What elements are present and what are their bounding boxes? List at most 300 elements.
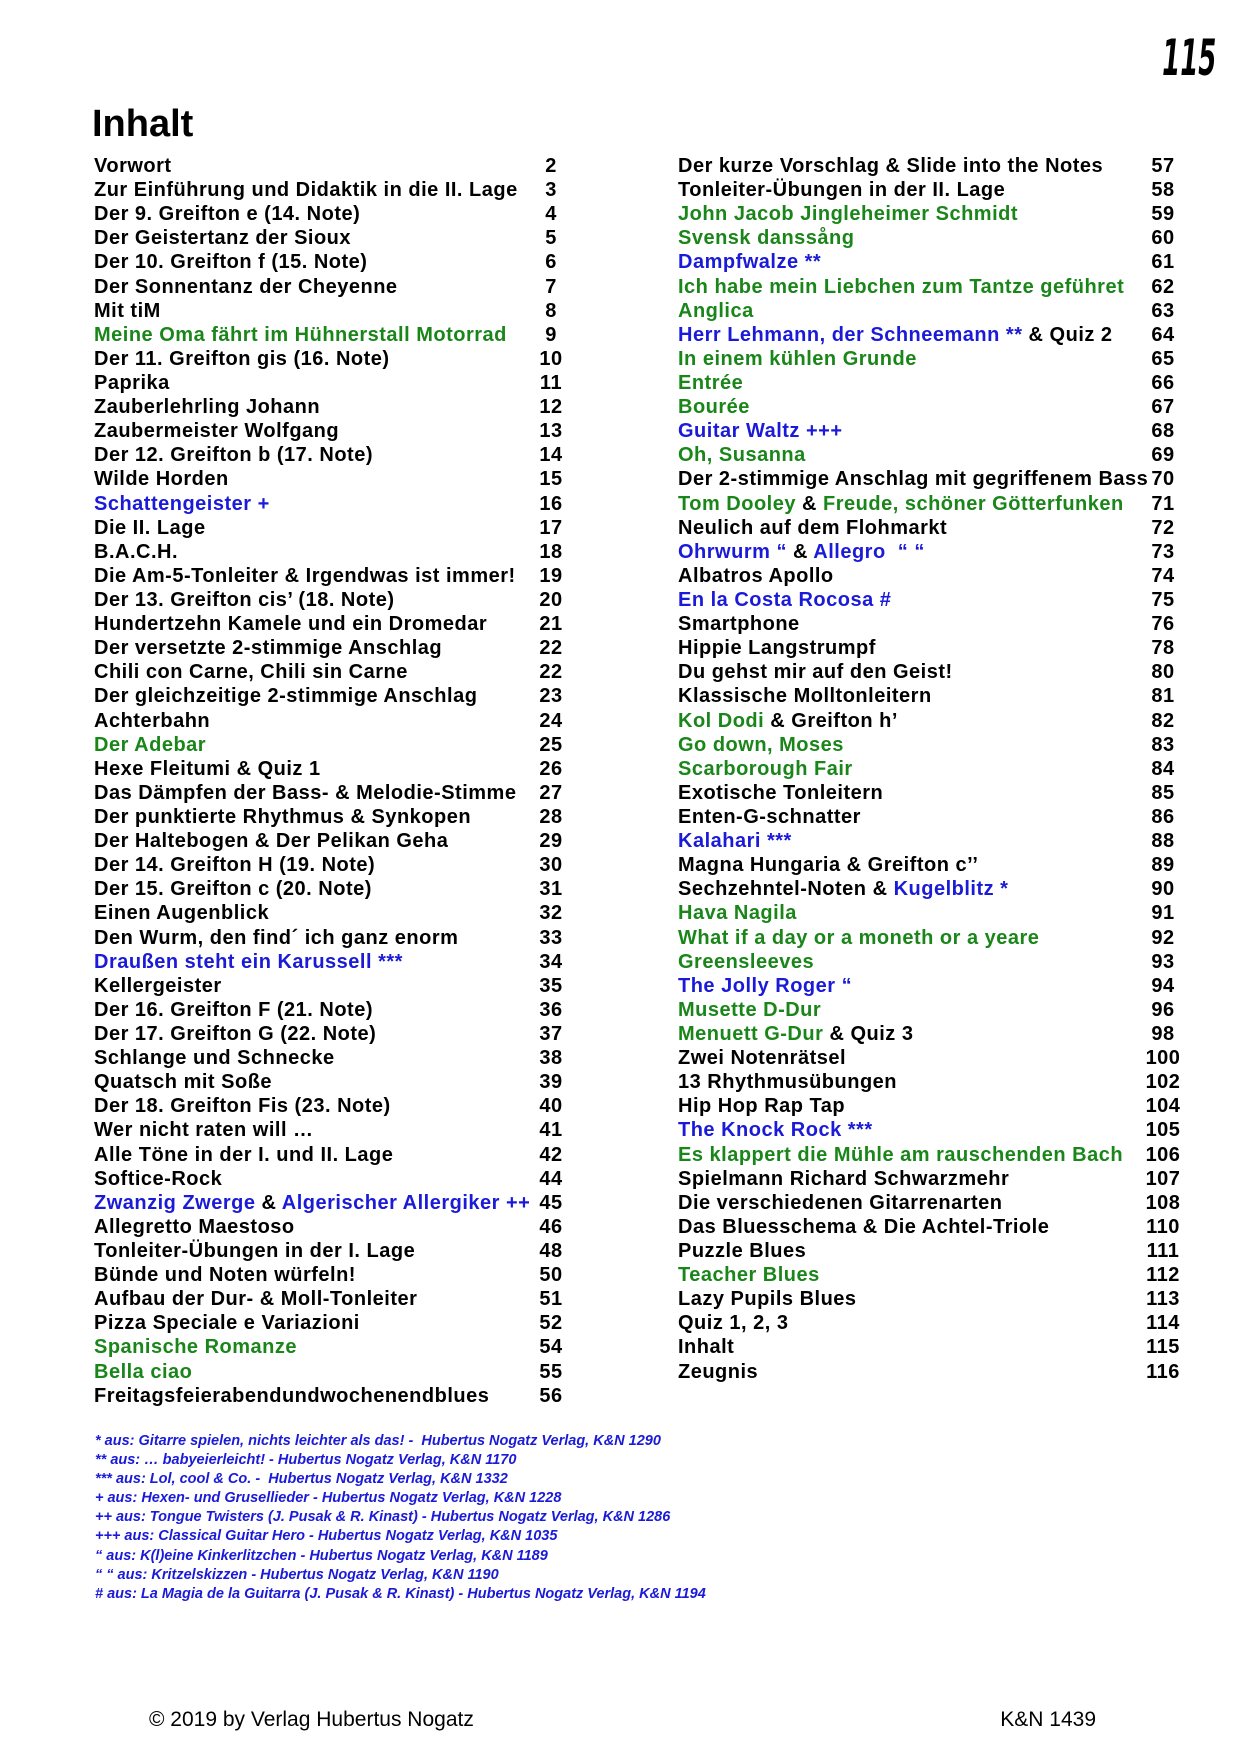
toc-entry-title	[678, 1095, 845, 1117]
toc-entry	[678, 974, 1198, 998]
toc-entry-page-number: 39	[539, 1071, 563, 1094]
toc-entry-title	[678, 999, 821, 1021]
toc-entry-title	[94, 1312, 360, 1334]
toc-entry	[94, 1360, 574, 1384]
toc-entry-title	[678, 1192, 1003, 1214]
toc-entry	[678, 419, 1198, 443]
toc-entry-title-part: B.A.C.H.	[94, 540, 178, 563]
toc-entry-page-number: 20	[539, 588, 563, 611]
toc-entry-title-part: Entrée	[678, 371, 744, 394]
toc-entry-title-part: Alle Töne in der I. und II. Lage	[94, 1143, 394, 1166]
toc-entry-title-part: & Quiz 2	[1022, 323, 1113, 346]
toc-entry-page-number: 22	[539, 637, 563, 660]
toc-entry-page-number: 56	[539, 1384, 563, 1407]
toc-entry	[678, 154, 1198, 178]
toc-entry-page-number: 8	[545, 299, 557, 322]
toc-entry	[94, 1239, 574, 1263]
toc-entry-page-number: 40	[539, 1095, 563, 1118]
toc-entry	[678, 275, 1198, 299]
toc-entry-title	[94, 1144, 393, 1166]
toc-entry	[678, 1311, 1198, 1335]
toc-entry-title	[94, 372, 170, 394]
toc-entry-page-number: 14	[539, 444, 563, 467]
toc-entry-title	[94, 1071, 272, 1093]
toc-entry-title	[94, 565, 516, 587]
toc-entry-page-number: 83	[1151, 733, 1175, 756]
toc-entry	[678, 347, 1198, 371]
toc-entry-title-part: Bella ciao	[94, 1360, 193, 1383]
toc-entry-title	[678, 1144, 1123, 1166]
toc-entry-page-number: 65	[1151, 347, 1175, 370]
toc-entry	[94, 709, 574, 733]
toc-entry-page-number: 93	[1151, 950, 1175, 973]
toc-entry-title	[94, 348, 390, 370]
toc-entry	[94, 877, 574, 901]
toc-entry-title-part: Schattengeister +	[94, 492, 270, 515]
toc-entry-title	[94, 878, 372, 900]
toc-entry-page-number: 85	[1151, 781, 1175, 804]
toc-entry-page-number: 64	[1151, 323, 1175, 346]
toc-entry	[94, 1263, 574, 1287]
toc-entry	[94, 974, 574, 998]
toc-entry-title-part: Puzzle Blues	[678, 1239, 807, 1262]
toc-entry	[678, 998, 1198, 1022]
toc-entry-title	[678, 1288, 857, 1310]
toc-entry-title-part: Zwei Notenrätsel	[678, 1047, 847, 1070]
toc-entry-page-number: 88	[1151, 830, 1175, 853]
toc-entry-title	[678, 179, 1005, 201]
toc-entry-page-number: 31	[539, 878, 563, 901]
toc-entry-page-number: 24	[539, 709, 563, 732]
toc-entry	[678, 178, 1198, 202]
toc-entry-title-part: Guitar Waltz +++	[678, 420, 843, 443]
toc-entry-title-part: Paprika	[94, 371, 170, 394]
toc-entry	[678, 1070, 1198, 1094]
toc-entry-title-part: Aufbau der Dur- & Moll-Tonleiter	[94, 1288, 418, 1311]
toc-entry-page-number: 102	[1145, 1071, 1181, 1094]
toc-entry-title	[94, 975, 222, 997]
toc-entry-title-part: Der 13. Greifton cis’ (18. Note)	[94, 588, 395, 611]
toc-entry-title-part: Herr Lehmann, der Schneemann **	[678, 323, 1023, 346]
toc-entry-title-part: Hip Hop Rap Tap	[678, 1095, 846, 1118]
toc-entry	[94, 154, 574, 178]
toc-entry-title-part: Dampfwalze **	[678, 251, 822, 274]
toc-entry-title	[678, 782, 883, 804]
toc-entry-page-number: 98	[1151, 1022, 1175, 1045]
toc-entry	[678, 1094, 1198, 1118]
toc-entry-title-part: Klassische Molltonleitern	[678, 685, 932, 708]
toc-entry	[678, 684, 1198, 708]
toc-entry-title	[94, 1216, 295, 1238]
toc-entry-title	[678, 661, 953, 683]
toc-entry	[94, 299, 574, 323]
toc-entry-title-part: Der 9. Greifton e (14. Note)	[94, 203, 361, 226]
toc-entry-page-number: 2	[545, 155, 557, 177]
toc-entry	[94, 1311, 574, 1335]
toc-entry-title-part: Spanische Romanze	[94, 1336, 298, 1359]
toc-entry-title-part: &	[255, 1191, 282, 1214]
toc-entry-title-part: Allegro “ “	[813, 540, 925, 563]
toc-entry-page-number: 22	[539, 661, 563, 684]
toc-entry-title-part: Pizza Speciale e Variazioni	[94, 1312, 360, 1335]
toc-entry-title-part: Zaubermeister Wolfgang	[94, 420, 340, 443]
toc-entry-title-part: Bourée	[678, 396, 750, 419]
toc-entry-title-part: Draußen steht ein Karussell ***	[94, 950, 403, 973]
toc-entry-title-part: Hippie Langstrumpf	[678, 637, 876, 660]
toc-entry-title-part: Der 2-stimmige Anschlag mit gegriffenem Bass	[678, 468, 1149, 491]
toc-entry-title	[678, 1361, 758, 1383]
toc-entry-title	[678, 1047, 846, 1069]
toc-entry	[678, 1118, 1198, 1142]
toc-entry	[678, 1191, 1198, 1215]
toc-entry-page-number: 91	[1151, 902, 1175, 925]
toc-entry	[678, 926, 1198, 950]
toc-entry	[94, 950, 574, 974]
toc-entry	[94, 275, 574, 299]
toc-entry	[678, 250, 1198, 274]
toc-entry-page-number: 26	[539, 757, 563, 780]
toc-entry-page-number: 5	[545, 227, 557, 250]
toc-entry-page-number: 29	[539, 830, 563, 853]
toc-entry	[678, 226, 1198, 250]
toc-entry-page-number: 58	[1151, 179, 1175, 202]
toc-entry-page-number: 82	[1151, 709, 1175, 732]
toc-entry	[94, 419, 574, 443]
toc-entry-page-number: 23	[539, 685, 563, 708]
toc-entry-page-number: 78	[1151, 637, 1175, 660]
toc-entry	[678, 443, 1198, 467]
toc-entry-title	[678, 372, 743, 394]
toc-entry-title	[94, 276, 398, 298]
toc-entry	[678, 877, 1198, 901]
toc-entry	[94, 636, 574, 660]
toc-entry-title-part: Kugelblitz *	[893, 878, 1009, 901]
toc-entry-title-part: Chili con Carne, Chili sin Carne	[94, 661, 408, 684]
toc-entry-title	[94, 541, 178, 563]
toc-entry-page-number: 57	[1151, 155, 1175, 177]
toc-entry-title-part: Kalahari ***	[678, 830, 792, 853]
toc-entry-title	[678, 565, 834, 587]
toc-entry	[94, 178, 574, 202]
toc-entry-title-part: What if a day or a moneth or a yeare	[678, 926, 1040, 949]
toc-entry-title	[678, 1216, 1049, 1238]
toc-entry-title-part: Bünde und Noten würfeln!	[94, 1264, 356, 1287]
toc-entry-title-part: Allegretto Maestoso	[94, 1215, 295, 1238]
toc-entry-title-part: Albatros Apollo	[678, 564, 834, 587]
toc-entry-page-number: 75	[1151, 588, 1175, 611]
toc-entry-page-number: 115	[1146, 1336, 1180, 1359]
toc-entry	[94, 1384, 574, 1408]
toc-entry-title	[94, 493, 270, 515]
toc-entry-title-part: Spielmann Richard Schwarzmehr	[678, 1167, 1010, 1190]
toc-entry-title-part: Musette D-Dur	[678, 998, 822, 1021]
toc-entry-title	[94, 710, 210, 732]
toc-entry	[94, 1070, 574, 1094]
toc-entry	[678, 299, 1198, 323]
toc-entry-page-number: 74	[1151, 564, 1175, 587]
toc-entry-title	[94, 637, 442, 659]
page-number: 115	[1161, 29, 1216, 87]
toc-entry	[678, 371, 1198, 395]
toc-entry	[94, 684, 574, 708]
toc-entry-title	[94, 396, 320, 418]
toc-entry-title	[94, 1119, 314, 1141]
toc-entry-title-part: Der 15. Greifton c (20. Note)	[94, 878, 372, 901]
toc-entry	[94, 516, 574, 540]
toc-entry-title-part: Smartphone	[678, 613, 800, 636]
toc-entry-title-part: Hundertzehn Kamele und ein Dromedar	[94, 613, 488, 636]
toc-entry-title-part: & Quiz 3	[823, 1022, 914, 1045]
toc-entry-title-part: Der versetzte 2-stimmige Anschlag	[94, 637, 443, 660]
toc-entry-title	[678, 902, 797, 924]
toc-entry-title	[678, 468, 1148, 490]
toc-entry-title	[678, 444, 806, 466]
toc-entry-title-part: Anglica	[678, 299, 754, 322]
toc-entry-title-part: Wer nicht raten will …	[94, 1119, 314, 1142]
toc-entry-title-part: Hexe Fleitumi & Quiz 1	[94, 757, 321, 780]
footnote: * aus: Gitarre spielen, nichts leichter als das! - Hubertus Nogatz Verlag, K&N 1290	[95, 1433, 661, 1449]
toc-column-left	[94, 154, 574, 1414]
toc-entry-title-part: Zwanzig Zwerge	[94, 1191, 256, 1214]
toc-entry-page-number: 60	[1151, 227, 1175, 250]
toc-entry-title	[678, 1240, 806, 1262]
toc-entry-page-number: 59	[1151, 203, 1175, 226]
toc-entry-title	[678, 854, 978, 876]
toc-entry-page-number: 105	[1145, 1119, 1181, 1142]
toc-entry-page-number: 71	[1151, 492, 1175, 515]
toc-entry-page-number: 80	[1151, 661, 1175, 684]
toc-entry-title-part: En la Costa Rocosa #	[678, 588, 892, 611]
toc-entry-title-part: Das Bluesschema & Die Achtel-Triole	[678, 1215, 1050, 1238]
toc-entry-page-number: 52	[539, 1312, 563, 1335]
toc-entry-title	[678, 1336, 734, 1358]
toc-entry-title-part: Freitagsfeierabendundwochenendblues	[94, 1384, 490, 1407]
toc-entry-title	[94, 420, 339, 442]
toc-entry-page-number: 35	[539, 974, 563, 997]
toc-entry-page-number: 81	[1151, 685, 1175, 708]
toc-entry	[678, 564, 1198, 588]
toc-entry-title-part: Der Adebar	[94, 733, 207, 756]
toc-entry-title-part: Der Haltebogen & Der Pelikan Geha	[94, 830, 449, 853]
toc-entry-title	[678, 927, 1039, 949]
toc-entry-title-part: Der Sonnentanz der Cheyenne	[94, 275, 398, 298]
toc-entry-title	[678, 1023, 913, 1045]
toc-entry	[94, 1167, 574, 1191]
toc-entry-page-number: 48	[539, 1239, 563, 1262]
footer-copyright: © 2019 by Verlag Hubertus Nogatz	[149, 1708, 474, 1731]
toc-entry	[678, 202, 1198, 226]
toc-entry	[94, 395, 574, 419]
toc-entry-page-number: 96	[1151, 998, 1175, 1021]
toc-entry-page-number: 63	[1151, 299, 1175, 322]
toc-entry-title	[94, 806, 471, 828]
toc-entry-title-part: Lazy Pupils Blues	[678, 1288, 857, 1311]
toc-entry-page-number: 100	[1145, 1047, 1181, 1070]
toc-entry-title-part: Teacher Blues	[678, 1264, 820, 1287]
toc-entry-title	[94, 1168, 222, 1190]
toc-entry-page-number: 86	[1151, 805, 1175, 828]
toc-entry	[678, 1022, 1198, 1046]
toc-column-right	[678, 154, 1198, 1414]
toc-entry-page-number: 94	[1151, 974, 1175, 997]
toc-entry	[94, 371, 574, 395]
toc-entry-page-number: 113	[1146, 1288, 1180, 1311]
footnote: + aus: Hexen- und Grusellieder - Hubertus Nogatz Verlag, K&N 1228	[95, 1490, 562, 1507]
toc-entry-page-number: 70	[1151, 468, 1175, 491]
toc-entry-title	[678, 710, 898, 732]
toc-entry-page-number: 18	[539, 540, 563, 563]
toc-entry-title	[94, 227, 351, 249]
toc-entry	[678, 1287, 1198, 1311]
toc-entry-title-part: Softice-Rock	[94, 1167, 223, 1190]
footnote: *** aus: Lol, cool & Co. - Hubertus Nogatz Verlag, K&N 1332	[95, 1471, 508, 1488]
toc-entry-title-part: Zauberlehrling Johann	[94, 396, 321, 419]
toc-entry-title	[94, 203, 360, 225]
toc-entry	[678, 395, 1198, 419]
toc-entry-title	[678, 830, 792, 852]
toc-entry-title-part: &	[795, 492, 824, 515]
toc-entry-title-part: Meine Oma fährt im Hühnerstall Motorrad	[94, 323, 507, 346]
toc-entry-page-number: 30	[539, 854, 563, 877]
toc-entry	[678, 781, 1198, 805]
toc-entry	[94, 250, 574, 274]
toc-entry-title-part: Der 14. Greifton H (19. Note)	[94, 854, 376, 877]
toc-entry	[94, 1215, 574, 1239]
toc-entry	[94, 1335, 574, 1359]
toc-entry-page-number: 72	[1151, 516, 1175, 539]
toc-entry-title	[678, 1071, 897, 1093]
toc-entry-title-part: Freude, schöner Götterfunken	[823, 492, 1124, 515]
toc-entry-title-part: Exotische Tonleitern	[678, 781, 884, 804]
toc-entry-page-number: 84	[1151, 757, 1175, 780]
toc-entry	[678, 829, 1198, 853]
toc-entry	[94, 733, 574, 757]
toc-entry-title	[94, 927, 458, 949]
toc-entry-title-part: The Knock Rock ***	[678, 1119, 873, 1142]
toc-entry-page-number: 106	[1145, 1143, 1181, 1166]
toc-entry	[678, 660, 1198, 684]
toc-entry-title-part: & Greifton h’	[764, 709, 898, 732]
toc-entry-page-number: 69	[1151, 444, 1175, 467]
toc-entry	[678, 853, 1198, 877]
toc-entry-title-part: Scarborough Fair	[678, 757, 853, 780]
toc-entry-title-part: Der 16. Greifton F (21. Note)	[94, 998, 373, 1021]
toc-entry-title-part: Das Dämpfen der Bass- & Melodie-Stimme	[94, 781, 517, 804]
toc-entry-page-number: 38	[539, 1047, 563, 1070]
toc-entry-title	[94, 1361, 192, 1383]
toc-entry-title-part: Tom Dooley	[678, 492, 796, 515]
toc-entry-page-number: 116	[1146, 1360, 1180, 1383]
toc-entry-title-part: Der punktierte Rhythmus & Synkopen	[94, 805, 472, 828]
toc-entry-title-part: Den Wurm, den find´ ich ganz enorm	[94, 926, 459, 949]
toc-entry-title	[678, 227, 854, 249]
footnote: ** aus: … babyeierleicht! - Hubertus Nogatz Verlag, K&N 1170	[95, 1452, 517, 1469]
toc-entry-title-part: Wilde Horden	[94, 468, 229, 491]
toc-entry-title	[678, 276, 1124, 298]
toc-entry-page-number: 17	[539, 516, 563, 539]
toc-entry-title	[678, 613, 800, 635]
toc-entry-title	[678, 878, 1008, 900]
toc-entry-title-part: Es klappert die Mühle am rauschenden Bach	[678, 1143, 1124, 1166]
toc-entry	[678, 323, 1198, 347]
toc-entry-page-number: 92	[1151, 926, 1175, 949]
toc-entry-title-part: Svensk danssång	[678, 227, 855, 250]
toc-entry-page-number: 13	[539, 420, 563, 443]
toc-entry-title	[678, 685, 932, 707]
toc-entry	[94, 829, 574, 853]
toc-entry	[678, 540, 1198, 564]
toc-entry	[94, 660, 574, 684]
toc-entry-title-part: Der Geistertanz der Sioux	[94, 227, 352, 250]
toc-entry-title	[94, 685, 477, 707]
toc-entry-title	[678, 1119, 873, 1141]
toc-entry-title	[94, 155, 172, 177]
toc-entry-title	[94, 517, 206, 539]
toc-entry	[678, 1263, 1198, 1287]
toc-entry-title	[94, 1047, 335, 1069]
toc-entry	[94, 901, 574, 925]
toc-entry	[94, 1118, 574, 1142]
footnote: “ “ aus: Kritzelskizzen - Hubertus Nogatz Verlag, K&N 1190	[95, 1566, 499, 1583]
toc-entry	[678, 805, 1198, 829]
toc-entry	[94, 1143, 574, 1167]
toc-entry	[94, 1022, 574, 1046]
toc-entry-page-number: 4	[545, 203, 557, 226]
toc-entry	[94, 853, 574, 877]
toc-entry-page-number: 104	[1145, 1095, 1181, 1118]
toc-entry-title	[94, 661, 408, 683]
toc-entry	[94, 805, 574, 829]
toc-entry-page-number: 10	[539, 347, 563, 370]
toc-entry-page-number: 7	[545, 275, 557, 298]
toc-entry-title	[678, 541, 925, 563]
toc-entry	[678, 492, 1198, 516]
toc-entry	[94, 492, 574, 516]
footnote: +++ aus: Classical Guitar Hero - Hubertus Nogatz Verlag, K&N 1035	[95, 1528, 558, 1545]
toc-entry-title-part: Hava Nagila	[678, 902, 797, 925]
toc-entry	[678, 1167, 1198, 1191]
toc-entry	[94, 1191, 574, 1215]
toc-entry-page-number: 90	[1151, 878, 1175, 901]
toc-entry	[678, 612, 1198, 636]
toc-entry-title	[678, 975, 852, 997]
toc-entry	[94, 467, 574, 491]
toc-entry-title-part: Quatsch mit Soße	[94, 1071, 273, 1094]
toc-entry-page-number: 28	[539, 805, 563, 828]
toc-entry-page-number: 73	[1151, 540, 1175, 563]
toc-entry-title	[678, 348, 917, 370]
toc-entry-page-number: 21	[539, 613, 563, 636]
toc-entry-title	[94, 830, 448, 852]
toc-entry-title-part: Der kurze Vorschlag & Slide into the Notes	[678, 155, 1104, 177]
toc-entry-title	[678, 324, 1113, 346]
toc-entry	[678, 757, 1198, 781]
toc-entry-title	[94, 251, 367, 273]
toc-entry-page-number: 46	[539, 1215, 563, 1238]
toc-entry-title-part: Der gleichzeitige 2-stimmige Anschlag	[94, 685, 478, 708]
toc-entry-page-number: 66	[1151, 371, 1175, 394]
toc-entry-title-part: Menuett G-Dur	[678, 1022, 824, 1045]
toc-entry	[678, 1239, 1198, 1263]
toc-entry-title	[94, 854, 375, 876]
toc-entry-title	[678, 1264, 820, 1286]
toc-entry-title-part: Der 10. Greifton f (15. Note)	[94, 251, 368, 274]
toc-entry-title	[94, 902, 269, 924]
toc-entry-page-number: 61	[1151, 251, 1175, 274]
toc-entry-title	[94, 1192, 530, 1214]
toc-entry-page-number: 27	[539, 781, 563, 804]
toc-entry-title	[678, 300, 754, 322]
